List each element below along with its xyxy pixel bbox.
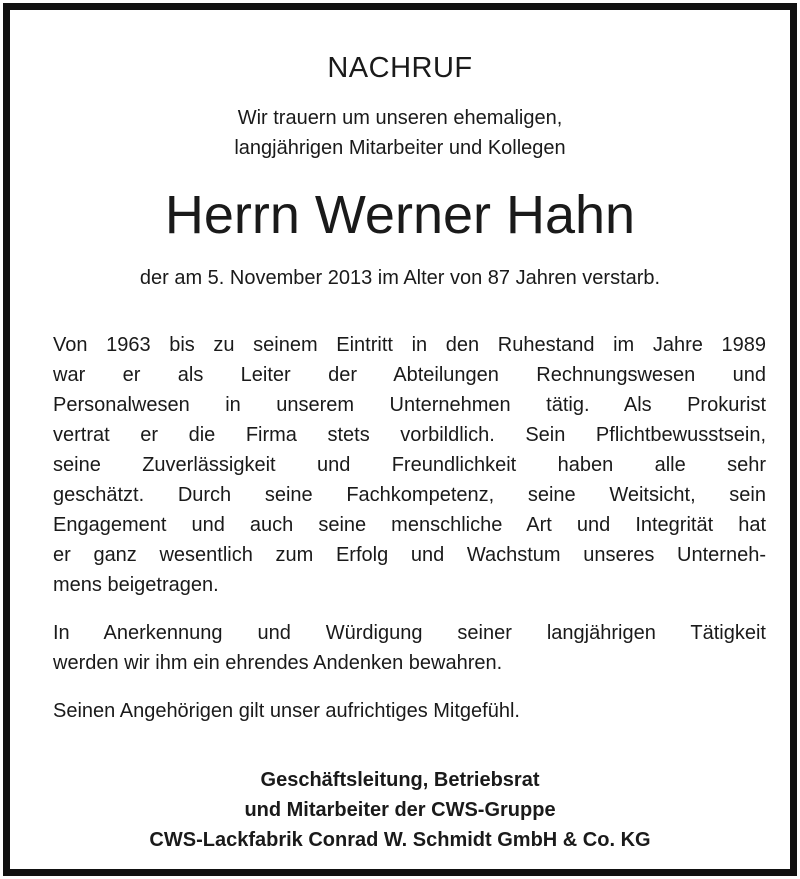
text-line: mens beigetragen. (53, 574, 219, 596)
text-line: werden wir ihm ein ehrendes Andenken bewahren. (53, 652, 503, 674)
text-line: war er als Leiter der Abteilungen Rechnungswesen und (53, 364, 766, 386)
notice-heading: NACHRUF (327, 52, 473, 84)
intro-line: Wir trauern um unseren ehemaligen, (237, 107, 563, 129)
text-line: seine Zuverlässigkeit und Freundlichkeit haben alle sehr (53, 454, 766, 476)
signature-line: und Mitarbeiter der CWS-Gruppe (244, 799, 556, 821)
text-line: Von 1963 bis zu seinem Eintritt in den Ruhestand im Jahre 1989 (53, 334, 766, 356)
text-line: er ganz wesentlich zum Erfolg und Wachstum unseres Unterneh- (53, 544, 766, 566)
intro-line: langjährigen Mitarbeiter und Kollegen (234, 137, 566, 159)
text-line: vertrat er die Firma stets vorbildlich. Sein Pflichtbewusstsein, (53, 424, 766, 446)
text-line: Engagement und auch seine menschliche Art und Integrität hat (53, 514, 766, 536)
intro-text (10, 103, 790, 163)
signature-line: Geschäftsleitung, Betriebsrat (260, 769, 540, 791)
text-line: Seinen Angehörigen gilt unser aufrichtiges Mitgefühl. (53, 700, 520, 722)
paragraph-career (53, 330, 766, 600)
obituary-frame (3, 3, 797, 876)
paragraph-condolence (53, 696, 766, 726)
signature-block (10, 765, 790, 855)
death-line: der am 5. November 2013 im Alter von 87 Jahren verstarb. (139, 267, 661, 289)
signature-line: CWS-Lackfabrik Conrad W. Schmidt GmbH & Co. KG (149, 829, 651, 851)
paragraph-remembrance (53, 618, 766, 678)
text-line: Personalwesen in unserem Unternehmen tätig. Als Prokurist (53, 394, 766, 416)
text-line: In Anerkennung und Würdigung seiner langjährigen Tätigkeit (53, 622, 766, 644)
text-line: geschätzt. Durch seine Fachkompetenz, seine Weitsicht, sein (53, 484, 766, 506)
deceased-name: Herrn Werner Hahn (164, 185, 636, 245)
